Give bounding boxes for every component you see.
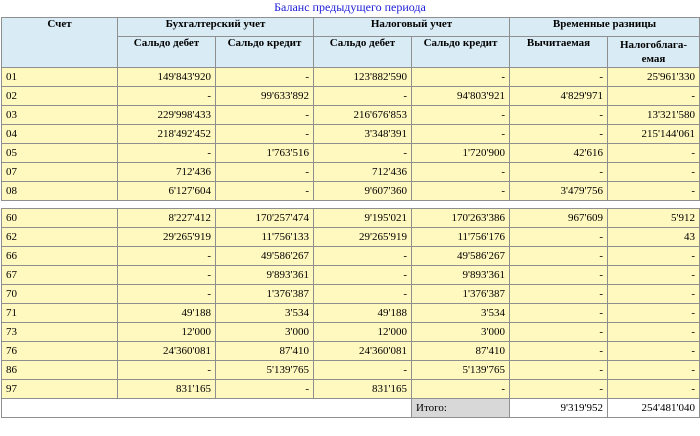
table-row: [2, 68, 700, 87]
acc-credit-cell: 1'376'387: [216, 285, 314, 304]
balance-table: [1, 17, 700, 418]
acc-debit-cell: -: [118, 87, 216, 106]
table-body-top: [2, 68, 700, 201]
deductible-cell: 3'479'756: [510, 182, 608, 201]
table-row: [2, 144, 700, 163]
table-row: [2, 125, 700, 144]
header-acc-debit: Сальдо дебет: [118, 37, 216, 68]
deductible-cell: -: [510, 380, 608, 399]
tax-debit-cell: 9'195'021: [314, 209, 412, 228]
tax-credit-cell: -: [412, 163, 510, 182]
acc-credit-cell: 9'893'361: [216, 266, 314, 285]
totals-blank: [2, 399, 412, 418]
taxable-cell: 13'321'580: [608, 106, 700, 125]
acc-credit-cell: 99'633'892: [216, 87, 314, 106]
header-tax-debit: Сальдо дебет: [314, 37, 412, 68]
acc-credit-cell: 49'586'267: [216, 247, 314, 266]
acc-debit-cell: 149'843'920: [118, 68, 216, 87]
taxable-cell: -: [608, 342, 700, 361]
tax-credit-cell: -: [412, 380, 510, 399]
acc-credit-cell: 5'139'765: [216, 361, 314, 380]
acc-credit-cell: -: [216, 182, 314, 201]
deductible-cell: -: [510, 125, 608, 144]
deductible-cell: -: [510, 342, 608, 361]
deductible-cell: -: [510, 228, 608, 247]
acc-debit-cell: 29'265'919: [118, 228, 216, 247]
tax-debit-cell: 49'188: [314, 304, 412, 323]
account-cell: 71: [2, 304, 118, 323]
account-cell: 60: [2, 209, 118, 228]
account-cell: 04: [2, 125, 118, 144]
acc-debit-cell: 24'360'081: [118, 342, 216, 361]
acc-debit-cell: 229'998'433: [118, 106, 216, 125]
header-deductible: Вычитаемая: [510, 37, 608, 68]
acc-debit-cell: 12'000: [118, 323, 216, 342]
taxable-cell: -: [608, 380, 700, 399]
tax-debit-cell: 9'607'360: [314, 182, 412, 201]
tax-credit-cell: -: [412, 182, 510, 201]
taxable-cell: -: [608, 182, 700, 201]
tax-debit-cell: -: [314, 361, 412, 380]
deductible-cell: -: [510, 163, 608, 182]
taxable-cell: -: [608, 87, 700, 106]
tax-credit-cell: 5'139'765: [412, 361, 510, 380]
acc-debit-cell: -: [118, 144, 216, 163]
table-row: [2, 304, 700, 323]
tax-debit-cell: 216'676'853: [314, 106, 412, 125]
tax-credit-cell: 1'376'387: [412, 285, 510, 304]
taxable-cell: -: [608, 247, 700, 266]
account-cell: 97: [2, 380, 118, 399]
taxable-cell: -: [608, 304, 700, 323]
taxable-cell: 25'961'330: [608, 68, 700, 87]
table-row: [2, 87, 700, 106]
table-row: [2, 285, 700, 304]
taxable-cell: -: [608, 323, 700, 342]
acc-credit-cell: 87'410: [216, 342, 314, 361]
tax-debit-cell: -: [314, 285, 412, 304]
acc-debit-cell: 831'165: [118, 380, 216, 399]
table-body-bottom: [2, 209, 700, 399]
acc-debit-cell: -: [118, 285, 216, 304]
tax-credit-cell: -: [412, 106, 510, 125]
acc-credit-cell: 3'000: [216, 323, 314, 342]
tax-credit-cell: 49'586'267: [412, 247, 510, 266]
account-cell: 01: [2, 68, 118, 87]
tax-debit-cell: 29'265'919: [314, 228, 412, 247]
acc-debit-cell: -: [118, 266, 216, 285]
taxable-cell: -: [608, 361, 700, 380]
acc-credit-cell: 11'756'133: [216, 228, 314, 247]
deductible-cell: -: [510, 285, 608, 304]
deductible-cell: -: [510, 304, 608, 323]
account-cell: 76: [2, 342, 118, 361]
tax-debit-cell: -: [314, 144, 412, 163]
table-footer: [2, 399, 700, 418]
table-row: [2, 361, 700, 380]
tax-credit-cell: 3'534: [412, 304, 510, 323]
acc-credit-cell: -: [216, 380, 314, 399]
table-row: [2, 247, 700, 266]
total-deductible: 9'319'952: [510, 399, 608, 418]
table-row: [2, 380, 700, 399]
table-separator: [2, 201, 700, 209]
page-title: Баланс предыдущего периода: [274, 0, 426, 14]
acc-credit-cell: 3'534: [216, 304, 314, 323]
header-tax-credit: Сальдо кредит: [412, 37, 510, 68]
tax-credit-cell: -: [412, 68, 510, 87]
totals-row: [2, 399, 700, 418]
acc-credit-cell: 170'257'474: [216, 209, 314, 228]
table-row: [2, 163, 700, 182]
account-cell: 70: [2, 285, 118, 304]
deductible-cell: -: [510, 361, 608, 380]
taxable-cell: -: [608, 266, 700, 285]
acc-credit-cell: -: [216, 125, 314, 144]
account-cell: 66: [2, 247, 118, 266]
tax-credit-cell: 87'410: [412, 342, 510, 361]
account-cell: 02: [2, 87, 118, 106]
account-cell: 08: [2, 182, 118, 201]
acc-debit-cell: -: [118, 361, 216, 380]
deductible-cell: -: [510, 266, 608, 285]
taxable-cell: -: [608, 163, 700, 182]
deductible-cell: -: [510, 247, 608, 266]
total-taxable: 254'481'040: [608, 399, 700, 418]
header-accounting: Бухгалтерский учет: [118, 18, 314, 37]
account-cell: 03: [2, 106, 118, 125]
tax-credit-cell: 11'756'176: [412, 228, 510, 247]
tax-credit-cell: -: [412, 125, 510, 144]
table-row: [2, 106, 700, 125]
tax-credit-cell: 170'263'386: [412, 209, 510, 228]
table-row: [2, 182, 700, 201]
deductible-cell: 42'616: [510, 144, 608, 163]
account-cell: 07: [2, 163, 118, 182]
tax-debit-cell: 3'348'391: [314, 125, 412, 144]
tax-credit-cell: 9'893'361: [412, 266, 510, 285]
table-row: [2, 228, 700, 247]
separator-row: [2, 201, 700, 209]
taxable-cell: 215'144'061: [608, 125, 700, 144]
deductible-cell: 4'829'971: [510, 87, 608, 106]
acc-debit-cell: 49'188: [118, 304, 216, 323]
tax-debit-cell: 831'165: [314, 380, 412, 399]
taxable-cell: -: [608, 144, 700, 163]
account-cell: 86: [2, 361, 118, 380]
table-row: [2, 266, 700, 285]
acc-debit-cell: 218'492'452: [118, 125, 216, 144]
deductible-cell: 967'609: [510, 209, 608, 228]
acc-credit-cell: 1'763'516: [216, 144, 314, 163]
deductible-cell: -: [510, 68, 608, 87]
deductible-cell: -: [510, 323, 608, 342]
account-cell: 05: [2, 144, 118, 163]
acc-credit-cell: -: [216, 163, 314, 182]
acc-debit-cell: 8'227'412: [118, 209, 216, 228]
header-temporary-differences: Временные разницы: [510, 18, 700, 37]
table-row: [2, 323, 700, 342]
account-cell: 73: [2, 323, 118, 342]
totals-label: Итого:: [412, 399, 510, 418]
account-cell: 62: [2, 228, 118, 247]
acc-debit-cell: -: [118, 247, 216, 266]
taxable-cell: -: [608, 285, 700, 304]
taxable-cell: 5'912: [608, 209, 700, 228]
table-row: [2, 209, 700, 228]
acc-credit-cell: -: [216, 68, 314, 87]
tax-debit-cell: 712'436: [314, 163, 412, 182]
tax-credit-cell: 1'720'900: [412, 144, 510, 163]
acc-debit-cell: 712'436: [118, 163, 216, 182]
taxable-cell: 43: [608, 228, 700, 247]
acc-debit-cell: 6'127'604: [118, 182, 216, 201]
tax-credit-cell: 3'000: [412, 323, 510, 342]
header-tax: Налоговый учет: [314, 18, 510, 37]
header-taxable: Налогоблага-емая: [608, 37, 700, 68]
tax-debit-cell: 123'882'590: [314, 68, 412, 87]
account-cell: 67: [2, 266, 118, 285]
tax-debit-cell: -: [314, 266, 412, 285]
tax-debit-cell: 12'000: [314, 323, 412, 342]
tax-debit-cell: -: [314, 87, 412, 106]
header-acc-credit: Сальдо кредит: [216, 37, 314, 68]
tax-credit-cell: 94'803'921: [412, 87, 510, 106]
tax-debit-cell: -: [314, 247, 412, 266]
header-account: Счет: [2, 18, 118, 68]
table-row: [2, 342, 700, 361]
deductible-cell: -: [510, 106, 608, 125]
tax-debit-cell: 24'360'081: [314, 342, 412, 361]
acc-credit-cell: -: [216, 106, 314, 125]
